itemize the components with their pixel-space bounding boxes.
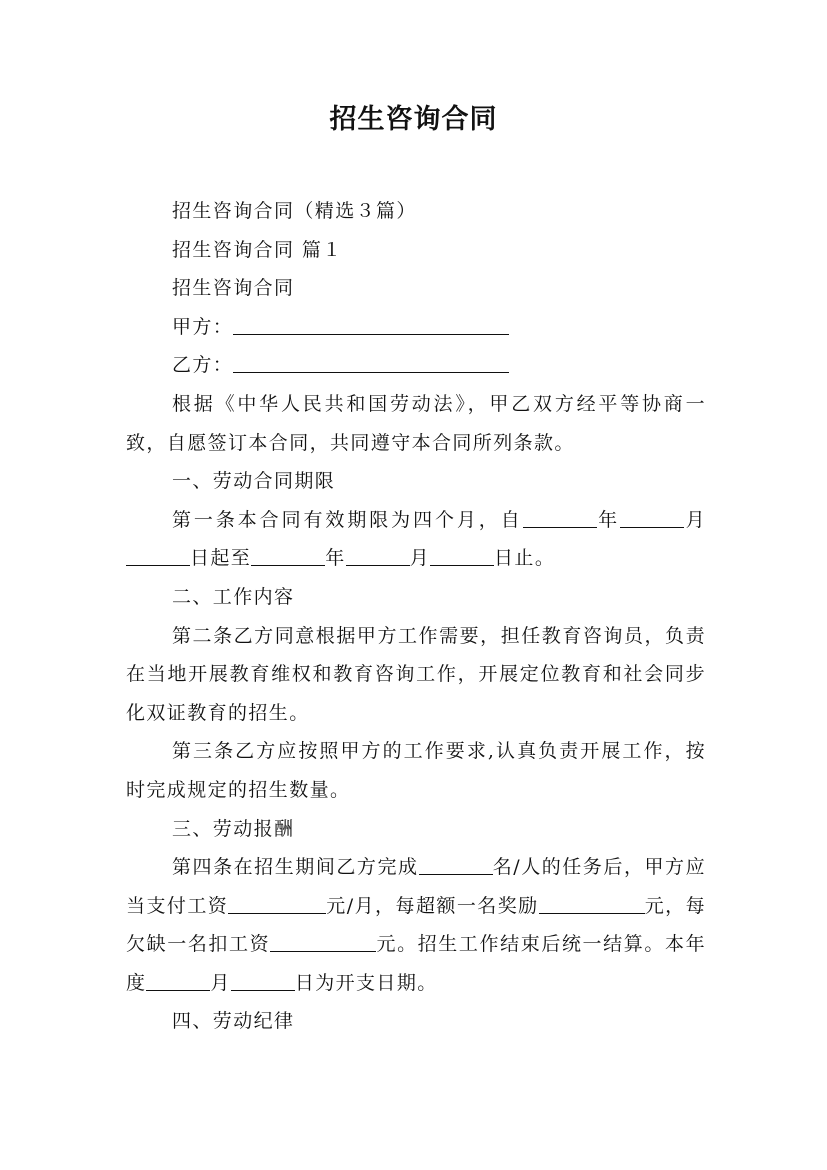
party-a-blank [233, 314, 509, 335]
task-count-blank [419, 854, 493, 875]
party-b-label: 乙方： [172, 354, 234, 377]
party-b-blank [233, 352, 509, 373]
year-label: 年 [325, 547, 346, 570]
article-4-text: 第四条在招生期间乙方完成 [172, 856, 419, 879]
day-from-label: 日起至 [190, 547, 252, 570]
section-1-title: 一、劳动合同期限 [172, 470, 336, 493]
start-month-blank [620, 507, 684, 528]
article-3: 第三条乙方应按照甲方的工作要求,认真负责开展工作，按时完成规定的招生数量。 [126, 740, 706, 801]
subtitle: 招生咨询合同（精选３篇） [172, 200, 417, 222]
article-4 [126, 848, 706, 1002]
section-4-title: 四、劳动纪律 [172, 1010, 295, 1033]
article-2: 第二条乙方同意根据甲方工作需要，担任教育咨询员，负责在当地开展教育维权和教育咨询工作，开展定位教育和社会同步化双证教育的招生。 [126, 624, 706, 724]
contract-name: 招生咨询合同 [172, 277, 295, 300]
document-title: 招生咨询合同 [329, 104, 498, 135]
chapter-heading: 招生咨询合同 篇１ [172, 238, 343, 261]
start-day-blank [126, 545, 190, 566]
article-4-text: 日为开支日期。 [294, 971, 438, 994]
month-label: 月 [684, 508, 706, 531]
section-3-title: 三、劳动报酬 [172, 817, 295, 840]
article-1 [126, 501, 706, 578]
end-month-blank [346, 545, 410, 566]
year-label: 年 [596, 508, 621, 531]
month-label: 月 [409, 547, 431, 570]
article-1-text: 第一条本合同有效期限为四个月，自 [172, 508, 523, 531]
section-2-title: 二、工作内容 [172, 585, 295, 608]
document-body [126, 192, 706, 1041]
party-a-label: 甲方： [172, 315, 234, 338]
start-year-blank [523, 507, 597, 528]
bonus-blank [539, 893, 645, 914]
deduction-blank [270, 931, 376, 952]
party-a-line [126, 308, 706, 347]
article-4-text: 元，每欠缺一名扣工资 [126, 894, 706, 956]
end-day-blank [430, 545, 494, 566]
pay-day-blank [231, 970, 295, 991]
end-year-blank [251, 545, 325, 566]
month-label: 月 [210, 971, 231, 994]
preamble: 根据《中华人民共和国劳动法》，甲乙双方经平等协商一致，自愿签订本合同，共同遵守本合同所列条款。 [126, 392, 706, 454]
article-4-text: 名/人的任务后，甲方应当支付工资 [126, 856, 706, 917]
party-b-line [126, 346, 706, 385]
day-end-label: 日止。 [494, 547, 556, 570]
pay-month-blank [146, 970, 210, 991]
article-4-text: 元。招生工作结束后统一结算。本年度 [126, 933, 706, 994]
article-4-text: 元/月，每超额一名奖励 [326, 894, 539, 917]
salary-blank [228, 893, 326, 914]
